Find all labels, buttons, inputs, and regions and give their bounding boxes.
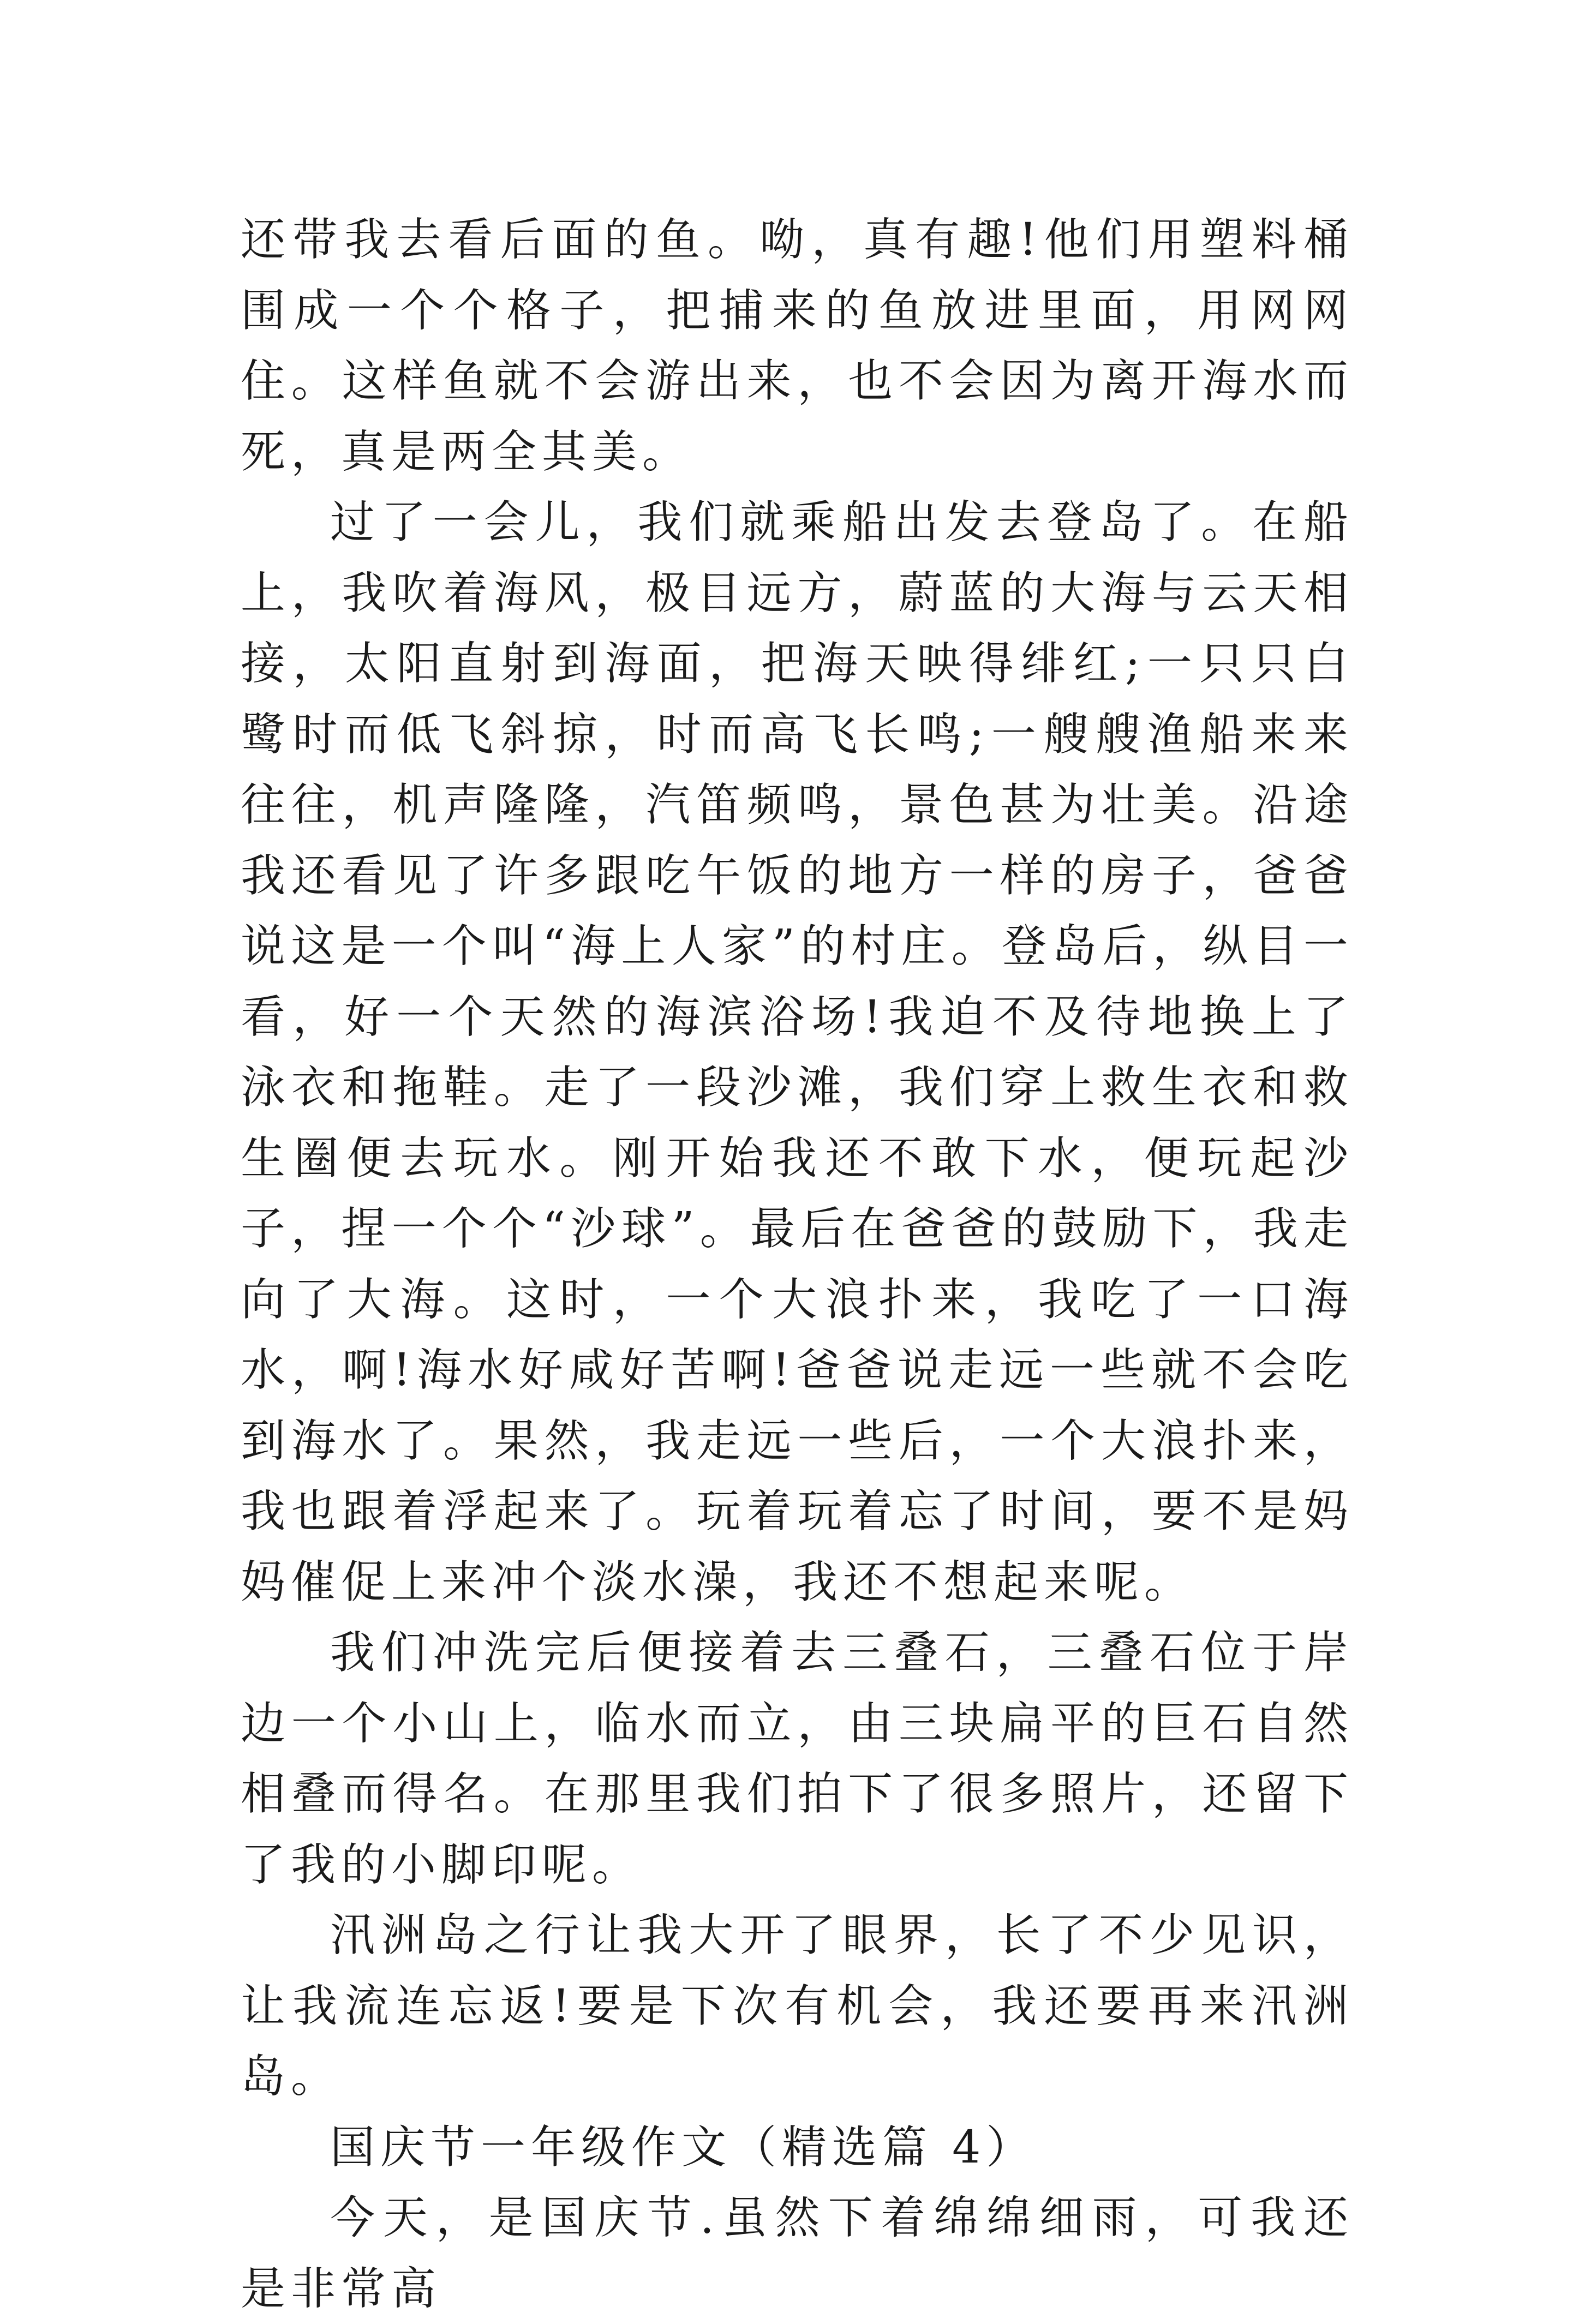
paragraph-three-stones: 我们冲洗完后便接着去三叠石，三叠石位于岸边一个小山上，临水而立，由三块扁平的巨石自然相叠而得名。在那里我们拍下了很多照片，还留下了我的小脚印呢。 — [241, 1627, 1354, 1891]
section-heading: 国庆节一年级作文（精选篇 4） — [330, 2121, 1037, 2173]
paragraph-national-day: 今天，是国庆节.虽然下着绵绵细雨，可我还是非常高 — [241, 2192, 1354, 2315]
paragraph-conclusion: 汛洲岛之行让我大开了眼界，长了不少见识，让我流连忘返!要是下次有机会，我还要再来汛洲岛。 — [241, 1909, 1354, 2103]
paragraph-boat-trip: 过了一会儿，我们就乘船出发去登岛了。在船上，我吹着海风，极目远方，蔚蓝的大海与云天相接，太阳直射到海面，把海天映得绯红;一只只白鹭时而低飞斜掠，时而高飞长鸣;一艘艘渔船来来往往，机声隆隆，汽笛频鸣，景色甚为壮美。沿途我还看见了许多跟吃午饭的地方一样的房子，爸爸说这是一个叫“海上人家”的村庄。登岛后，纵目一看，好一个天然的海滨浴场!我迫不及待地换上了泳衣和拖鞋。走了一段沙滩，我们穿上救生衣和救生圈便去玩水。刚开始我还不敢下水，便玩起沙子，捏一个个“沙球”。最后在爸爸的鼓励下，我走向了大海。这时，一个大浪扑来，我吃了一口海水，啊!海水好咸好苦啊!爸爸说走远一些就不会吃到海水了。果然，我走远一些后，一个大浪扑来，我也跟着浮起来了。玩着玩着忘了时间，要不是妈妈催促上来冲个淡水澡，我还不想起来呢。 — [241, 496, 1354, 1608]
paragraph-fish-pens: 还带我去看后面的鱼。呦，真有趣!他们用塑料桶围成一个个格子，把捕来的鱼放进里面，用网网住。这样鱼就不会游出来，也不会因为离开海水而死，真是两全其美。 — [241, 214, 1354, 478]
document-body — [241, 205, 1354, 2324]
